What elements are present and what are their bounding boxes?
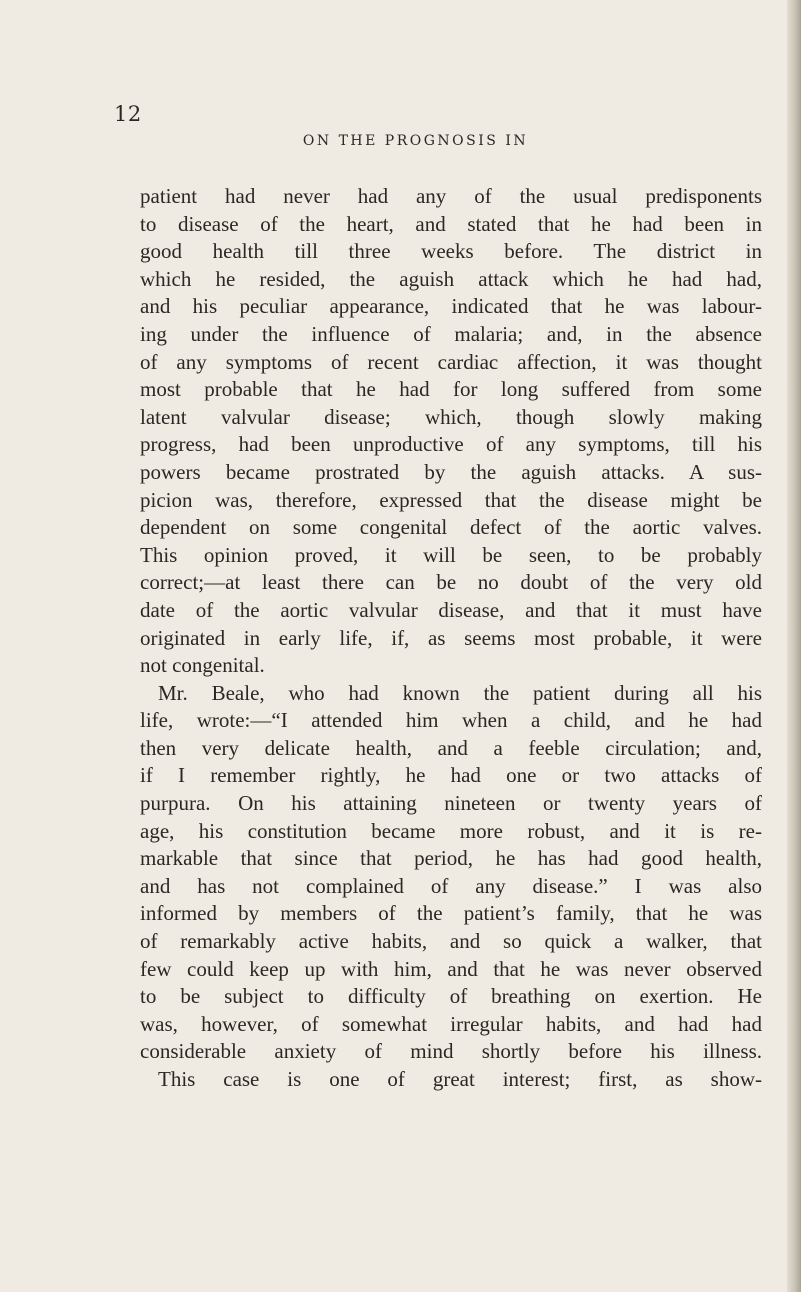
text-line: date of the aortic valvular disease, and that it must have: [140, 597, 762, 622]
text-line: picion was, therefore, expressed that the disease might be: [140, 487, 762, 512]
text-line: This opinion proved, it will be seen, to be probably: [140, 542, 762, 567]
text-line: then very delicate health, and a feeble circulation; and,: [140, 735, 762, 760]
text-line: to disease of the heart, and stated that he had been in: [140, 211, 762, 236]
text-line: not congenital.: [140, 653, 265, 678]
text-line: to be subject to difficulty of breathing on exertion. He: [140, 984, 762, 1009]
text-line: considerable anxiety of mind shortly before his illness.: [140, 1039, 762, 1064]
text-line: if I remember rightly, he had one or two attacks of: [140, 763, 762, 788]
page-edge: [787, 0, 801, 1292]
text-line: purpura. On his attaining nineteen or twenty years of: [140, 791, 762, 816]
text-line: markable that since that period, he has had good health,: [140, 846, 762, 871]
text-line: Mr. Beale, who had known the patient during all his: [158, 680, 762, 705]
text-line: of remarkably active habits, and so quick a walker, that: [140, 929, 762, 954]
text-line: ing under the influence of malaria; and, in the absence: [140, 321, 762, 346]
text-line: patient had never had any of the usual predisponents: [140, 184, 762, 208]
text-line: was, however, of somewhat irregular habits, and had had: [140, 1011, 762, 1036]
text-line: originated in early life, if, as seems most probable, it were: [140, 625, 762, 650]
body-text: [140, 183, 762, 1094]
text-line: most probable that he had for long suffered from some: [140, 377, 762, 402]
text-line: dependent on some congenital defect of the aortic valves.: [140, 515, 762, 540]
page-number: 12: [114, 102, 142, 126]
text-line: life, wrote:—“I attended him when a child, and he had: [140, 708, 762, 733]
text-line: few could keep up with him, and that he was never observed: [140, 956, 762, 981]
text-line: good health till three weeks before. The district in: [140, 239, 762, 264]
text-line: This case is one of great interest; first, as show-: [158, 1067, 762, 1091]
text-line: and has not complained of any disease.” I was also: [140, 873, 762, 898]
text-line: progress, had been unproductive of any symptoms, till his: [140, 432, 762, 457]
text-line: which he resided, the aguish attack which he had had,: [140, 266, 762, 291]
text-line: age, his constitution became more robust, and it is re-: [140, 818, 762, 843]
text-line: latent valvular disease; which, though slowly making: [140, 404, 762, 429]
running-head: ON THE PROGNOSIS IN: [302, 133, 529, 149]
text-line: informed by members of the patient’s family, that he was: [140, 901, 762, 926]
text-line: correct;—at least there can be no doubt of the very old: [140, 570, 762, 595]
text-line: powers became prostrated by the aguish attacks. A sus-: [140, 459, 762, 484]
text-line: and his peculiar appearance, indicated that he was labour-: [140, 294, 762, 319]
text-line: of any symptoms of recent cardiac affection, it was thought: [140, 349, 762, 374]
